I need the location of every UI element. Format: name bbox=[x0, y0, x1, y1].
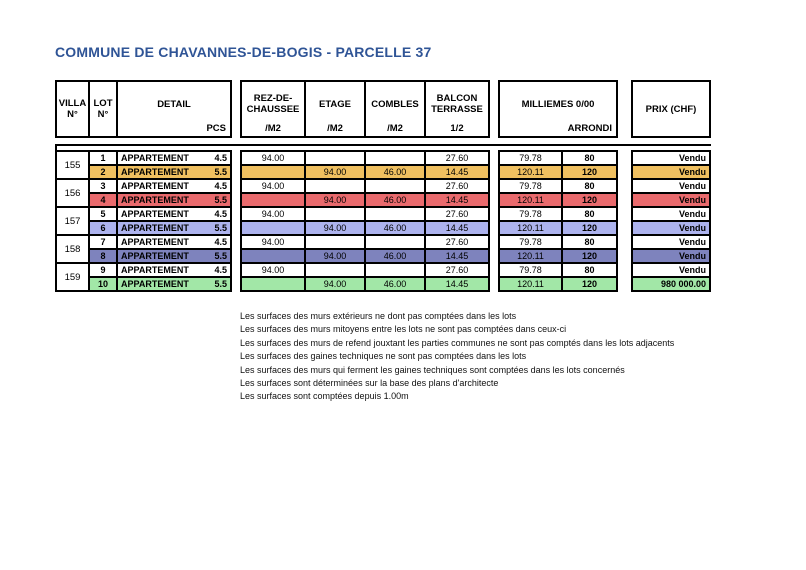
balcon-value: 27.60 bbox=[425, 235, 489, 249]
etage-value bbox=[305, 207, 365, 221]
rez-value bbox=[241, 221, 305, 235]
milliemes-value: 79.78 bbox=[499, 207, 562, 221]
lot-detail bbox=[117, 165, 231, 179]
header-block-surfaces bbox=[240, 80, 490, 138]
detail-label: APPARTEMENT bbox=[121, 152, 189, 163]
milliemes-value: 120.11 bbox=[499, 249, 562, 263]
footnote: Les surfaces sont déterminées sur la base des plans d'architecte bbox=[240, 378, 499, 389]
milliemes-value: 120.11 bbox=[499, 165, 562, 179]
lot-number: 6 bbox=[89, 221, 117, 235]
balcon-value: 14.45 bbox=[425, 221, 489, 235]
combles-value bbox=[365, 179, 425, 193]
milliemes-value: 120.11 bbox=[499, 221, 562, 235]
etage-value bbox=[305, 235, 365, 249]
body-prix bbox=[631, 150, 711, 292]
footnote: Les surfaces des gaines techniques ne sont pas comptées dans les lots bbox=[240, 351, 527, 362]
lot-number: 4 bbox=[89, 193, 117, 207]
body-surfaces bbox=[240, 150, 490, 292]
milliemes-value: 79.78 bbox=[499, 263, 562, 277]
pcs-value: 4.5 bbox=[214, 152, 227, 163]
etage-value: 94.00 bbox=[305, 221, 365, 235]
arrondi-value: 120 bbox=[562, 165, 617, 179]
detail-label: APPARTEMENT bbox=[121, 236, 189, 247]
milliemes-value: 79.78 bbox=[499, 235, 562, 249]
arrondi-value: 120 bbox=[562, 193, 617, 207]
lot-detail bbox=[117, 193, 231, 207]
prix-value: Vendu bbox=[632, 207, 710, 221]
lot-detail bbox=[117, 207, 231, 221]
arrondi-value: 80 bbox=[562, 179, 617, 193]
etage-value: 94.00 bbox=[305, 165, 365, 179]
combles-value bbox=[365, 207, 425, 221]
villa-number: 155 bbox=[56, 151, 89, 179]
page-title: COMMUNE DE CHAVANNES-DE-BOGIS - PARCELLE 37 bbox=[55, 44, 432, 60]
header-pcs: PCS bbox=[206, 123, 226, 134]
lot-number: 7 bbox=[89, 235, 117, 249]
balcon-value: 14.45 bbox=[425, 249, 489, 263]
footnote: Les surfaces sont comptées depuis 1.00m bbox=[240, 391, 409, 402]
pcs-value: 4.5 bbox=[214, 180, 227, 191]
balcon-value: 27.60 bbox=[425, 151, 489, 165]
pcs-value: 4.5 bbox=[214, 264, 227, 275]
milliemes-value: 120.11 bbox=[499, 193, 562, 207]
lot-number: 10 bbox=[89, 277, 117, 291]
arrondi-value: 80 bbox=[562, 235, 617, 249]
lot-number: 1 bbox=[89, 151, 117, 165]
header-milliemes: MILLIEMES 0/00 ARRONDI bbox=[499, 81, 617, 137]
header-block-villa-lot-detail bbox=[55, 80, 232, 138]
header-lot: LOT N° bbox=[89, 81, 117, 137]
balcon-value: 14.45 bbox=[425, 193, 489, 207]
lot-number: 8 bbox=[89, 249, 117, 263]
prix-value: Vendu bbox=[632, 165, 710, 179]
footnotes bbox=[240, 310, 674, 404]
header-rez-de-chaussee: REZ-DE- CHAUSSEE /M2 bbox=[241, 81, 305, 137]
detail-label: APPARTEMENT bbox=[121, 194, 189, 205]
villa-number: 157 bbox=[56, 207, 89, 235]
combles-value: 46.00 bbox=[365, 165, 425, 179]
pcs-value: 4.5 bbox=[214, 236, 227, 247]
arrondi-value: 80 bbox=[562, 151, 617, 165]
lot-detail bbox=[117, 277, 231, 291]
combles-value bbox=[365, 151, 425, 165]
prix-value: Vendu bbox=[632, 235, 710, 249]
prix-value: Vendu bbox=[632, 249, 710, 263]
combles-value bbox=[365, 263, 425, 277]
etage-value bbox=[305, 263, 365, 277]
table-header bbox=[55, 80, 711, 138]
header-block-milliemes bbox=[498, 80, 618, 138]
footnote: Les surfaces des murs mitoyens entre les lots ne sont pas comptées dans ceux-ci bbox=[240, 324, 567, 335]
body-milliemes bbox=[498, 150, 618, 292]
combles-value: 46.00 bbox=[365, 277, 425, 291]
footnote: Les surfaces des murs extérieurs ne dont pas comptées dans les lots bbox=[240, 311, 517, 321]
balcon-value: 14.45 bbox=[425, 277, 489, 291]
arrondi-value: 120 bbox=[562, 221, 617, 235]
arrondi-value: 120 bbox=[562, 277, 617, 291]
lot-number: 2 bbox=[89, 165, 117, 179]
footnote: Les surfaces des murs de refend jouxtant les parties communes ne sont pas comptés dans les lots adjacents bbox=[240, 337, 675, 348]
detail-label: APPARTEMENT bbox=[121, 180, 189, 191]
etage-value: 94.00 bbox=[305, 277, 365, 291]
parcel-table bbox=[55, 80, 711, 292]
prix-value: Vendu bbox=[632, 193, 710, 207]
detail-label: APPARTEMENT bbox=[121, 264, 189, 275]
combles-value: 46.00 bbox=[365, 193, 425, 207]
rez-value bbox=[241, 249, 305, 263]
rez-value: 94.00 bbox=[241, 151, 305, 165]
prix-value: 980 000.00 bbox=[632, 277, 710, 291]
combles-value: 46.00 bbox=[365, 249, 425, 263]
rez-value bbox=[241, 277, 305, 291]
header-block-prix bbox=[631, 80, 711, 138]
lot-detail bbox=[117, 249, 231, 263]
etage-value bbox=[305, 151, 365, 165]
rez-value: 94.00 bbox=[241, 235, 305, 249]
rez-value: 94.00 bbox=[241, 179, 305, 193]
lot-detail bbox=[117, 179, 231, 193]
header-villa: VILLA N° bbox=[56, 81, 89, 137]
balcon-value: 27.60 bbox=[425, 207, 489, 221]
detail-label: APPARTEMENT bbox=[121, 250, 189, 261]
header-arrondi: ARRONDI bbox=[567, 123, 612, 134]
rez-value bbox=[241, 165, 305, 179]
etage-value: 94.00 bbox=[305, 193, 365, 207]
header-balcon-terrasse: BALCON TERRASSE 1/2 bbox=[425, 81, 489, 137]
header-prix: PRIX (CHF) bbox=[632, 81, 710, 137]
footnote: Les surfaces des murs qui ferment les gaines techniques sont comptées dans les lots concernés bbox=[240, 364, 625, 375]
rez-value: 94.00 bbox=[241, 207, 305, 221]
milliemes-value: 120.11 bbox=[499, 277, 562, 291]
detail-label: APPARTEMENT bbox=[121, 278, 189, 289]
prix-value: Vendu bbox=[632, 263, 710, 277]
milliemes-value: 79.78 bbox=[499, 151, 562, 165]
arrondi-value: 80 bbox=[562, 207, 617, 221]
detail-label: APPARTEMENT bbox=[121, 166, 189, 177]
villa-number: 158 bbox=[56, 235, 89, 263]
combles-value: 46.00 bbox=[365, 221, 425, 235]
header-detail: DETAIL PCS bbox=[117, 81, 231, 137]
pcs-value: 5.5 bbox=[214, 250, 227, 261]
lot-number: 9 bbox=[89, 263, 117, 277]
villa-number: 156 bbox=[56, 179, 89, 207]
balcon-value: 27.60 bbox=[425, 263, 489, 277]
pcs-value: 5.5 bbox=[214, 166, 227, 177]
milliemes-value: 79.78 bbox=[499, 179, 562, 193]
villa-number: 159 bbox=[56, 263, 89, 291]
arrondi-value: 80 bbox=[562, 263, 617, 277]
lot-number: 3 bbox=[89, 179, 117, 193]
pcs-value: 5.5 bbox=[214, 222, 227, 233]
rez-value: 94.00 bbox=[241, 263, 305, 277]
rez-value bbox=[241, 193, 305, 207]
prix-value: Vendu bbox=[632, 221, 710, 235]
etage-value bbox=[305, 179, 365, 193]
detail-label: APPARTEMENT bbox=[121, 208, 189, 219]
pcs-value: 5.5 bbox=[214, 278, 227, 289]
lot-number: 5 bbox=[89, 207, 117, 221]
detail-label: APPARTEMENT bbox=[121, 222, 189, 233]
etage-value: 94.00 bbox=[305, 249, 365, 263]
header-combles: COMBLES /M2 bbox=[365, 81, 425, 137]
prix-value: Vendu bbox=[632, 151, 710, 165]
lot-detail bbox=[117, 263, 231, 277]
arrondi-value: 120 bbox=[562, 249, 617, 263]
pcs-value: 4.5 bbox=[214, 208, 227, 219]
body-villa-lot-detail bbox=[55, 150, 232, 292]
lot-detail bbox=[117, 235, 231, 249]
pcs-value: 5.5 bbox=[214, 194, 227, 205]
lot-detail bbox=[117, 151, 231, 165]
prix-value: Vendu bbox=[632, 179, 710, 193]
table-body bbox=[55, 150, 711, 292]
header-etage: ETAGE /M2 bbox=[305, 81, 365, 137]
combles-value bbox=[365, 235, 425, 249]
lot-detail bbox=[117, 221, 231, 235]
balcon-value: 27.60 bbox=[425, 179, 489, 193]
balcon-value: 14.45 bbox=[425, 165, 489, 179]
